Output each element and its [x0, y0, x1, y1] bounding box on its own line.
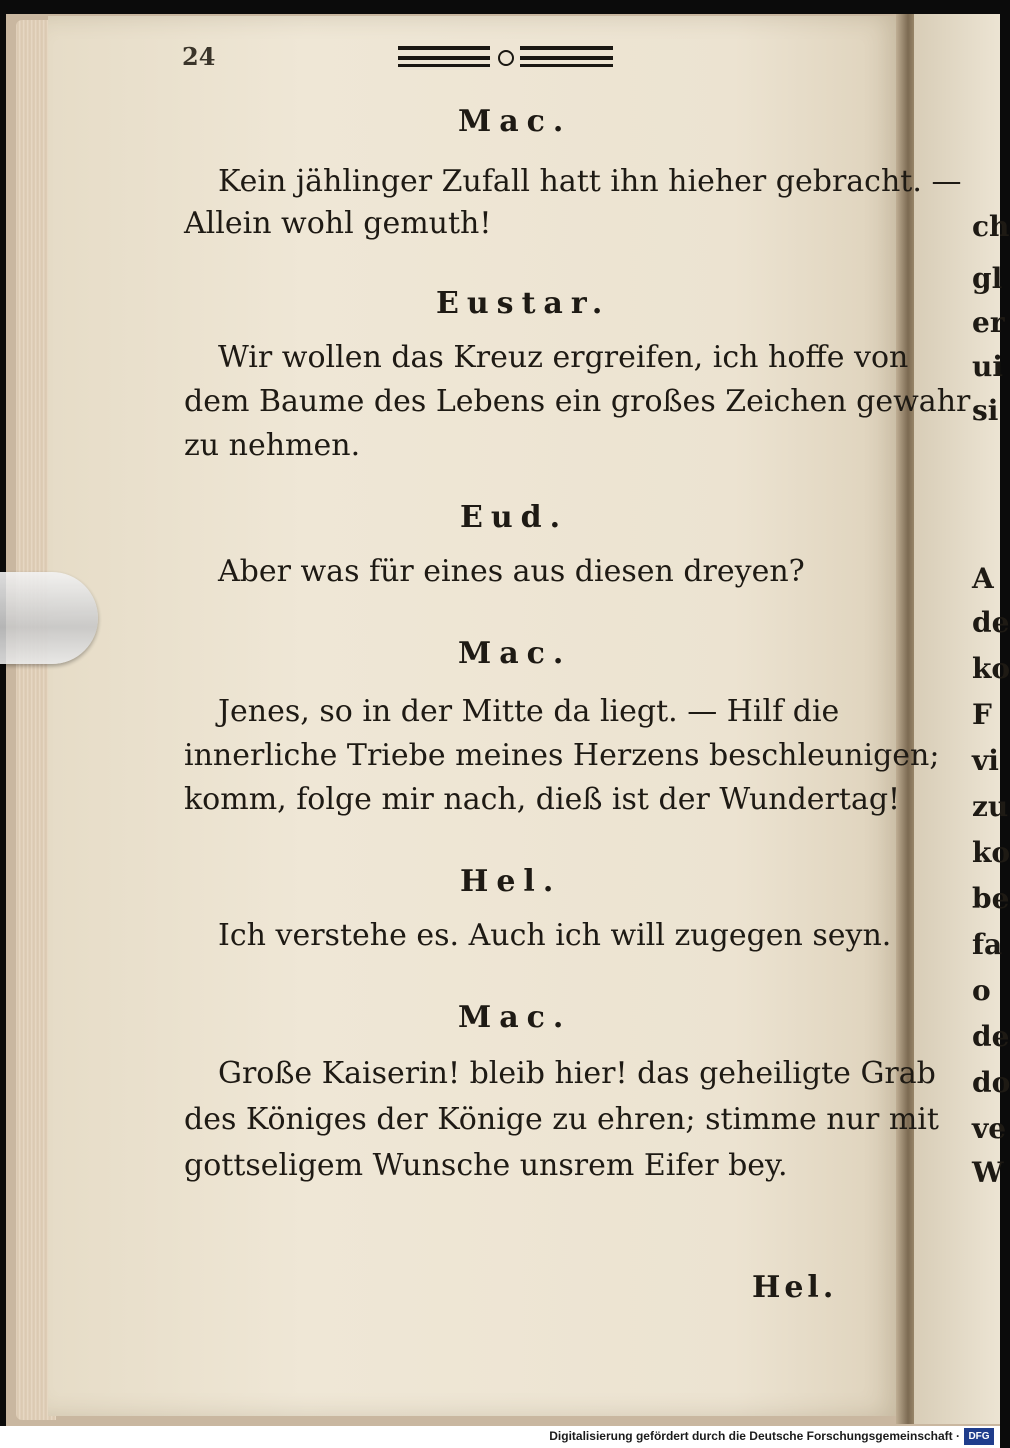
speaker-name: Mac. — [458, 1000, 572, 1035]
dfg-logo-icon: DFG — [964, 1428, 994, 1445]
text-line: Ich verstehe es. Auch ich will zugegen seyn. — [218, 918, 892, 953]
text-line: Jenes, so in der Mitte da liegt. — Hilf die — [218, 694, 840, 729]
footer-credit: Digitalisierung gefördert durch die Deutsche Forschungsgemeinschaft · — [549, 1429, 960, 1443]
speaker-name: Hel. — [460, 864, 562, 899]
right-page-fragment: ko — [972, 836, 1010, 869]
text-line: innerliche Triebe meines Herzens beschleunigen; — [184, 738, 940, 773]
text-line: dem Baume des Lebens ein großes Zeichen gewahr — [184, 384, 971, 419]
right-page-fragment: si — [972, 394, 999, 427]
speaker-name: Mac. — [458, 636, 572, 671]
right-page-fragment: er — [972, 306, 1005, 339]
right-page-fragment: ko — [972, 652, 1010, 685]
right-page-fragment: A — [972, 562, 994, 595]
text-line: Aber was für eines aus diesen dreyen? — [218, 554, 805, 589]
speaker-name: Eud. — [460, 500, 569, 535]
right-page-fragment: gl — [972, 262, 1003, 295]
right-page-fragment: ve — [972, 1112, 1007, 1145]
right-page-fragment: W — [972, 1156, 1004, 1189]
right-page-fragment: ch — [972, 210, 1010, 243]
text-line: Wir wollen das Kreuz ergreifen, ich hoffe von — [218, 340, 909, 375]
right-page-fragment: de — [972, 1020, 1010, 1053]
right-page-fragment: F — [972, 698, 992, 731]
text-line: Große Kaiserin! bleib hier! das geheiligte Grab — [218, 1056, 936, 1091]
right-page-fragment: ui — [972, 350, 1003, 383]
text-line: des Königes der Könige zu ehren; stimme nur mit — [184, 1102, 939, 1137]
right-page-fragment: do — [972, 1066, 1010, 1099]
right-page-fragment: o — [972, 974, 991, 1007]
right-page-fragment: zu — [972, 790, 1009, 823]
page-number: 24 — [182, 42, 216, 71]
right-page-fragment: be — [972, 882, 1010, 915]
right-page-fragment: de — [972, 606, 1010, 639]
header-ornament — [398, 46, 613, 76]
text-line: Kein jählinger Zufall hatt ihn hieher gebracht. — — [218, 164, 962, 199]
right-page-fragment: vi — [972, 744, 999, 777]
speaker-name: Mac. — [458, 104, 572, 139]
text-line: gottseligem Wunsche unsrem Eifer bey. — [184, 1148, 788, 1183]
speaker-name: Eustar. — [436, 286, 611, 321]
catchword: Hel. — [752, 1270, 838, 1305]
right-page-fragment: fa — [972, 928, 1003, 961]
page-clip — [0, 572, 98, 664]
text-line: Allein wohl gemuth! — [184, 206, 492, 241]
text-line: zu nehmen. — [184, 428, 361, 463]
text-line: komm, folge mir nach, dieß ist der Wundertag! — [184, 782, 901, 817]
